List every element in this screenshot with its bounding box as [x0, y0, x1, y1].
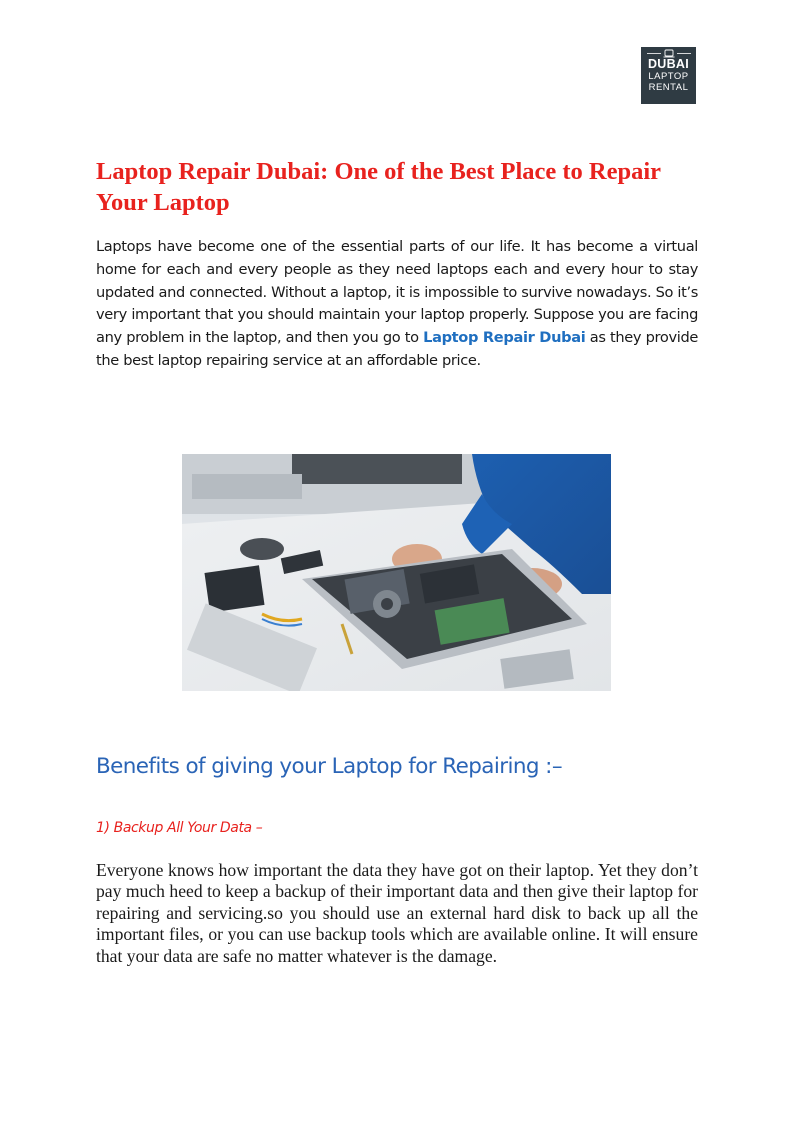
logo-line-laptop: LAPTOP — [648, 71, 689, 82]
page-title: Laptop Repair Dubai: One of the Best Place to Repair Your Laptop — [96, 158, 661, 216]
intro-paragraph — [96, 236, 698, 373]
intro-text-after: as they provide the best laptop repairing service at an affordable price. — [96, 329, 698, 369]
logo — [641, 47, 696, 104]
benefits-heading: Benefits of giving your Laptop for Repairing :– — [96, 754, 562, 779]
logo-line-dubai: DUBAI — [647, 57, 690, 71]
logo-line-rental: RENTAL — [648, 82, 689, 93]
laptop-repair-photo — [182, 454, 611, 691]
intro-text-before: Laptops have become one of the essential parts of our life. It has become a virtual home for each and every people as they need laptops each and every hour to stay updated and connected. Without a laptop, it is impossible to survive nowadays. So it’s very important that you should maintain your laptop properly. Suppose you are facing any problem in the laptop, and then you go to — [96, 238, 698, 347]
backup-heading: 1) Backup All Your Data – — [96, 820, 263, 836]
backup-paragraph: Everyone knows how important the data they have got on their laptop. Yet they don’t pay much heed to keep a backup of their important data and then give their laptop for repairing and servicing.so you should use an external hard disk to back up all the important files, or you can use backup tools which are available online. It will ensure that your data are safe no matter whatever is the damage. — [96, 860, 698, 966]
laptop-repair-dubai-link[interactable]: Laptop Repair Dubai — [423, 329, 586, 347]
